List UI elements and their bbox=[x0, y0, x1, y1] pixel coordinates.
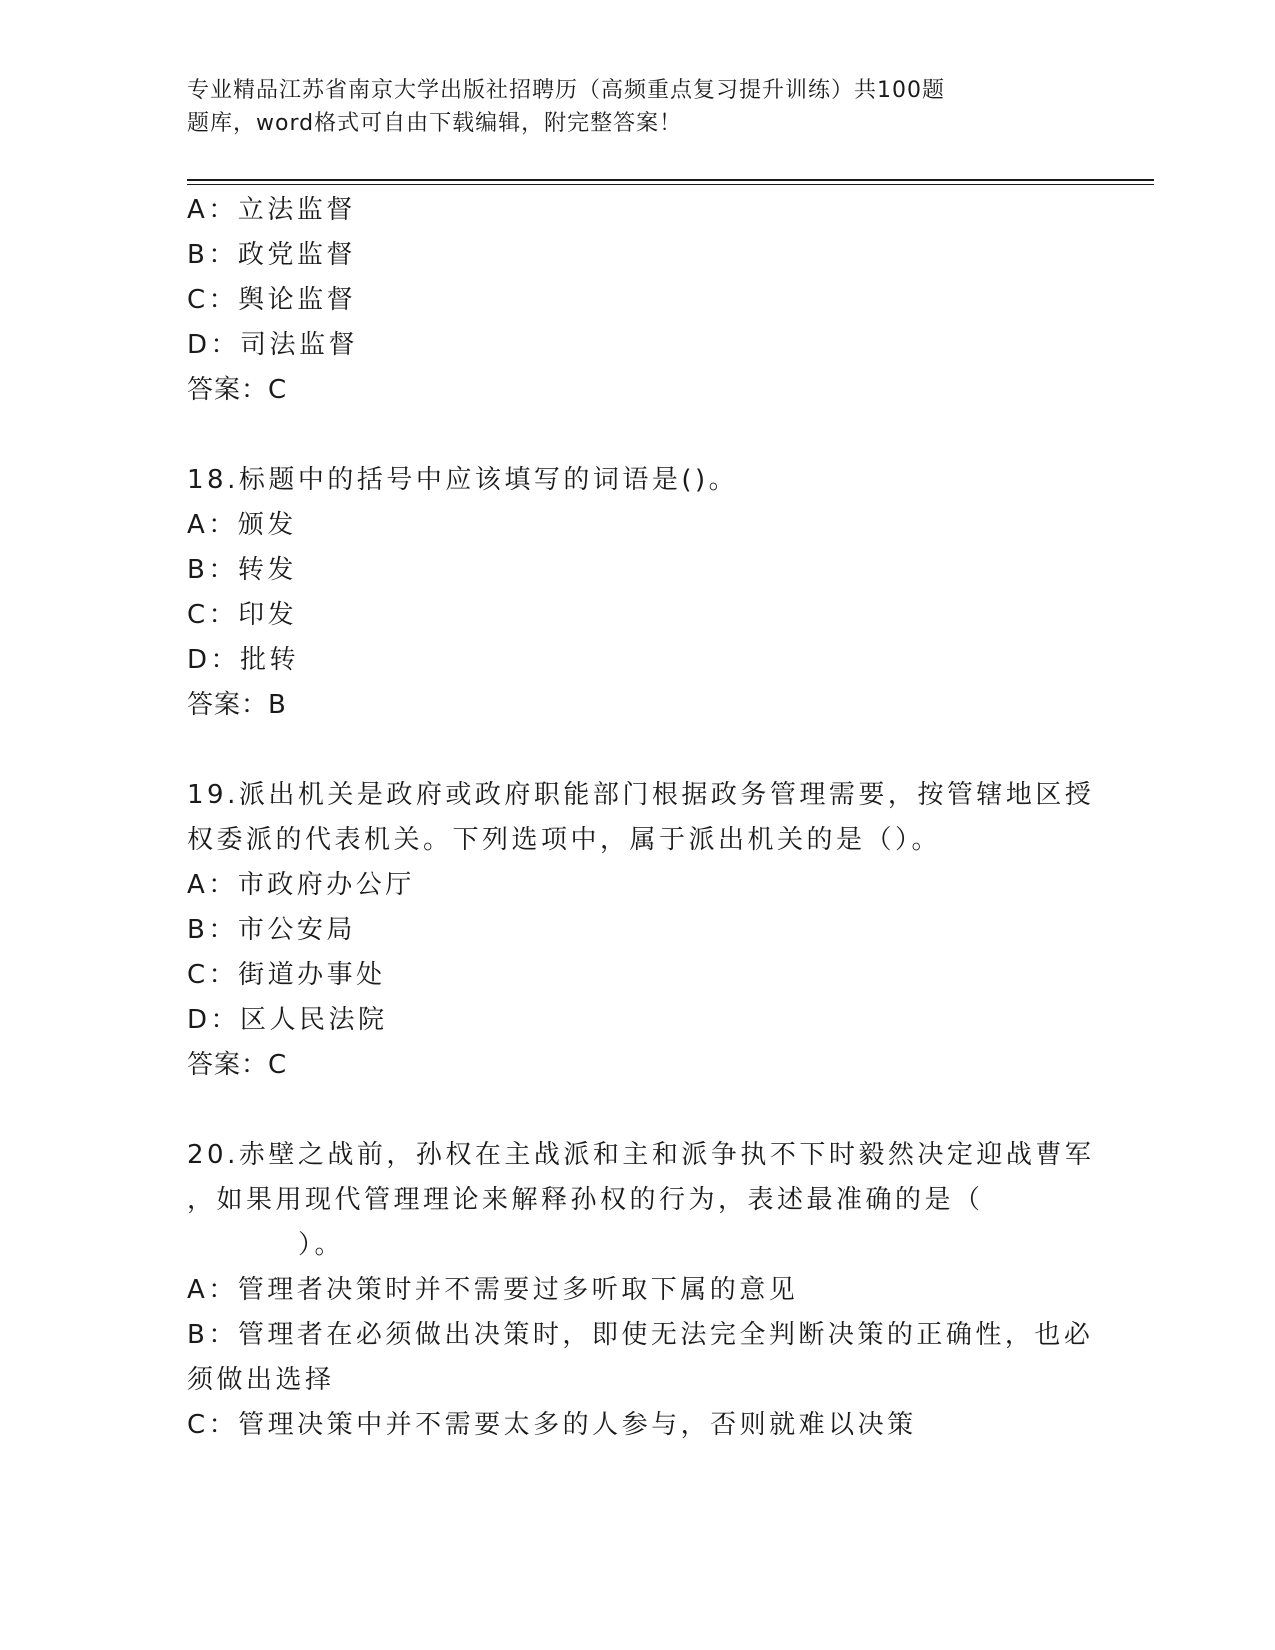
q19-question-line-2: 权委派的代表机关。下列选项中，属于派出机关的是（）。 bbox=[187, 825, 942, 855]
q17-option-a: A：立法监督 bbox=[187, 195, 356, 225]
q20-option-b-line-2: 须做出选择 bbox=[187, 1365, 335, 1395]
q19-option-c: C：街道办事处 bbox=[187, 960, 386, 990]
q20-question-line-3: ）。 bbox=[298, 1230, 345, 1260]
q20-option-b-line-1: B：管理者在必须做出决策时，即使无法完全判断决策的正确性，也必 bbox=[187, 1320, 1094, 1350]
q18-answer: 答案：B bbox=[187, 690, 287, 720]
q18-option-c: C：印发 bbox=[187, 600, 298, 630]
q19-answer: 答案：C bbox=[187, 1050, 288, 1080]
document-header bbox=[187, 74, 1027, 140]
header-title-line-2: 题库，word格式可自由下载编辑，附完整答案！ bbox=[187, 111, 683, 136]
q20-option-a: A：管理者决策时并不需要过多听取下属的意见 bbox=[187, 1275, 799, 1305]
q17-option-b: B：政党监督 bbox=[187, 240, 356, 270]
q17-option-d: D：司法监督 bbox=[187, 330, 359, 360]
q19-option-d: D：区人民法院 bbox=[187, 1005, 388, 1035]
q19-question-line-1: 19.派出机关是政府或政府职能部门根据政务管理需要，按管辖地区授 bbox=[187, 780, 1095, 810]
q20-question-line-2: ，如果用现代管理理论来解释孙权的行为，表述最准确的是（ bbox=[187, 1185, 984, 1215]
q18-option-a: A：颁发 bbox=[187, 510, 297, 540]
q18-option-b: B：转发 bbox=[187, 555, 297, 585]
q18-question: 18.标题中的括号中应该填写的词语是()。 bbox=[187, 465, 739, 495]
header-rule-thin bbox=[187, 184, 1154, 185]
q17-answer: 答案：C bbox=[187, 375, 288, 405]
header-title-line-1: 专业精品江苏省南京大学出版社招聘历（高频重点复习提升训练）共100题 bbox=[187, 78, 945, 103]
q20-option-c: C：管理决策中并不需要太多的人参与，否则就难以决策 bbox=[187, 1410, 917, 1440]
header-rule-thick bbox=[187, 179, 1154, 181]
q19-option-a: A：市政府办公厅 bbox=[187, 870, 415, 900]
q20-question-line-1: 20.赤壁之战前，孙权在主战派和主和派争执不下时毅然决定迎战曹军 bbox=[187, 1140, 1095, 1170]
q17-option-c: C：舆论监督 bbox=[187, 285, 357, 315]
q19-option-b: B：市公安局 bbox=[187, 915, 356, 945]
q18-option-d: D：批转 bbox=[187, 645, 300, 675]
